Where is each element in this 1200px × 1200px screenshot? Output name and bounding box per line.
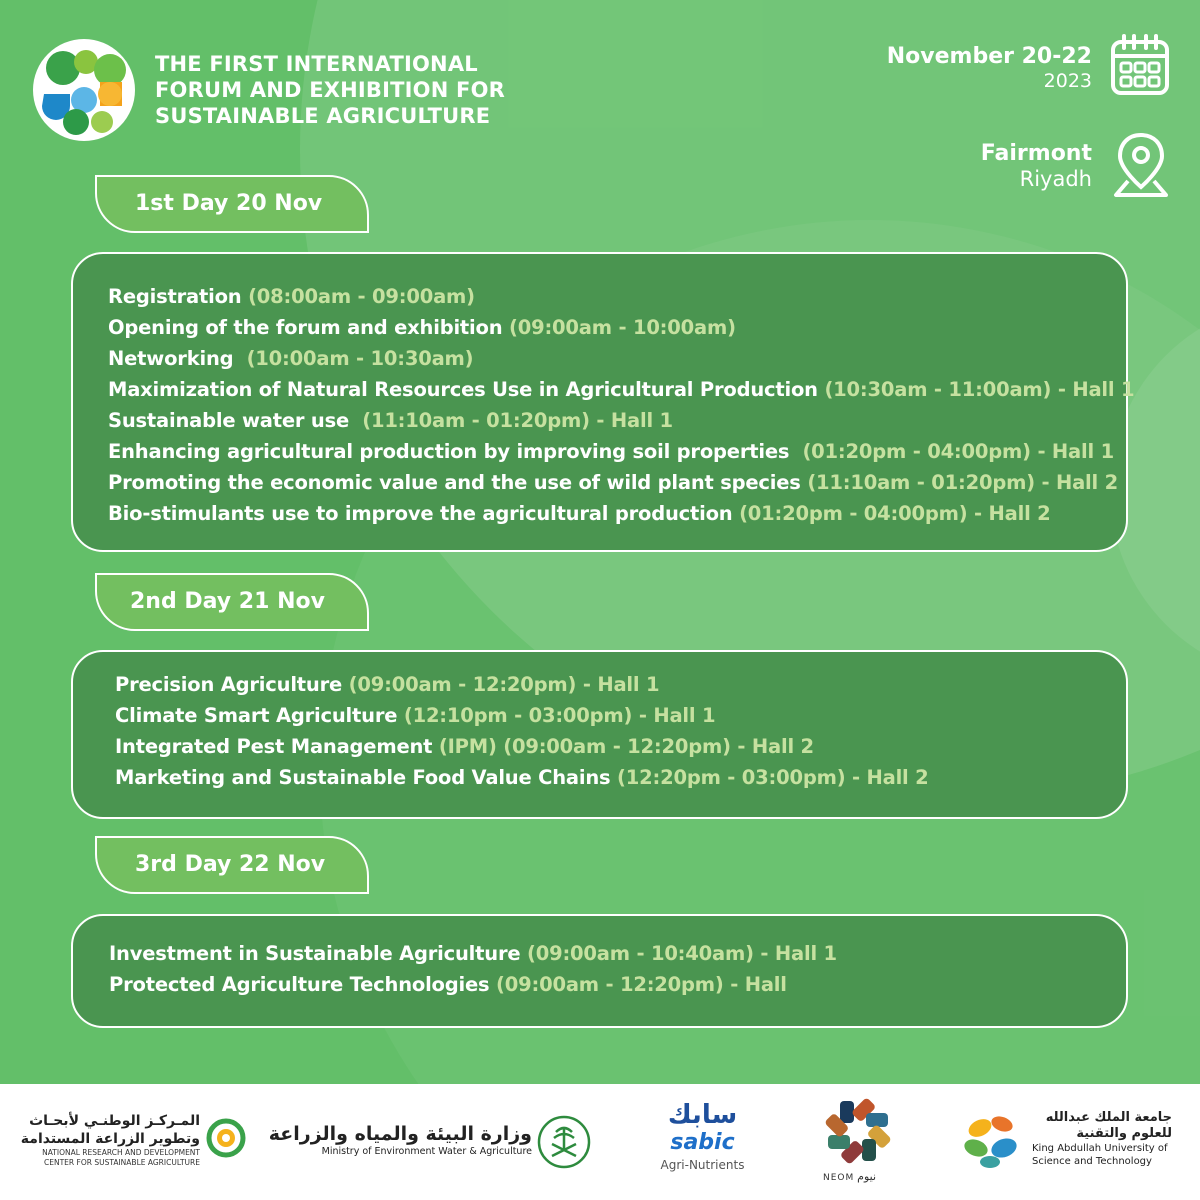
- mewa-arabic-name: وزارة البيئة والمياه والزراعة: [268, 1123, 532, 1145]
- session-time: (09:00am - 10:40am) - Hall 1: [527, 942, 837, 965]
- title-line: SUSTAINABLE AGRICULTURE: [155, 104, 491, 128]
- session-item: [115, 700, 1126, 731]
- session-name: Promoting the economic value and the use of wild plant species: [108, 471, 801, 494]
- session-time: (12:20pm - 03:00pm) - Hall 2: [617, 766, 929, 789]
- session-name: Integrated Pest Management: [115, 735, 433, 758]
- session-name: Registration: [108, 285, 242, 308]
- session-item: [108, 343, 1126, 374]
- session-time: (01:20pm - 04:00pm) - Hall 2: [739, 502, 1051, 525]
- neom-logo-icon: [825, 1098, 891, 1164]
- session-name: Climate Smart Agriculture: [115, 704, 398, 727]
- event-date: [887, 44, 1092, 92]
- session-item: [108, 467, 1126, 498]
- session-time: (09:00am - 12:20pm) - Hall: [496, 973, 787, 996]
- session-name: Enhancing agricultural production by improving soil properties: [108, 440, 790, 463]
- session-item: [108, 374, 1135, 405]
- session-name: Maximization of Natural Resources Use in Agricultural Production: [108, 378, 818, 401]
- calendar-icon: [1110, 34, 1170, 96]
- session-item: [115, 669, 1126, 700]
- session-item: [109, 938, 1126, 969]
- nrdc-english-line: CENTER FOR SUSTAINABLE AGRICULTURE: [44, 1158, 200, 1167]
- venue-city: Riyadh: [1019, 167, 1092, 191]
- day-3-sessions: [71, 914, 1128, 1028]
- session-item: [108, 498, 1126, 529]
- kaust-arabic-line: للعلوم والتقنية: [1076, 1126, 1172, 1141]
- sabic-subtitle: Agri-Nutrients: [660, 1158, 745, 1172]
- sponsor-sabic: [650, 1084, 760, 1200]
- day-1-sessions: [71, 252, 1135, 552]
- nrdc-logo-icon: [206, 1114, 246, 1162]
- session-time: (10:30am - 11:00am) - Hall 1: [824, 378, 1135, 401]
- session-time: (08:00am - 09:00am): [248, 285, 475, 308]
- neom-english-name: NEOM: [823, 1173, 855, 1183]
- mewa-emblem-icon: [536, 1114, 592, 1170]
- session-name: Protected Agriculture Technologies: [109, 973, 490, 996]
- session-name: Investment in Sustainable Agriculture: [109, 942, 521, 965]
- title-line: FORUM AND EXHIBITION FOR: [155, 78, 505, 102]
- session-item: [115, 731, 1126, 762]
- event-venue: [981, 141, 1092, 191]
- day-tab-2: 2nd Day 21 Nov: [95, 573, 369, 631]
- location-pin-icon: [1112, 131, 1170, 201]
- session-name: Precision Agriculture: [115, 673, 343, 696]
- nrdc-english-line: NATIONAL RESEARCH AND DEVELOPMENT: [42, 1148, 200, 1157]
- kaust-arabic-line: جامعة الملك عبدالله: [1045, 1110, 1172, 1125]
- day-tab-1: 1st Day 20 Nov: [95, 175, 369, 233]
- session-time: (11:10am - 01:20pm) - Hall 1: [362, 409, 673, 432]
- session-item: [115, 762, 1126, 793]
- session-time: (09:00am - 12:20pm) - Hall 1: [348, 673, 660, 696]
- session-item: [108, 436, 1126, 467]
- forum-title: [155, 51, 505, 129]
- neom-arabic-name: نيوم: [857, 1170, 877, 1183]
- session-name: Opening of the forum and exhibition: [108, 316, 503, 339]
- session-name: Networking: [108, 347, 234, 370]
- session-time: (01:20pm - 04:00pm) - Hall 1: [802, 440, 1114, 463]
- session-item: [108, 405, 1126, 436]
- sponsor-nrdc: [20, 1084, 243, 1200]
- sponsor-neom: [815, 1084, 905, 1200]
- title-line: THE FIRST INTERNATIONAL: [155, 52, 478, 76]
- sabic-logo: sabic: [670, 1130, 735, 1155]
- kaust-english-line: Science and Technology: [1032, 1156, 1152, 1167]
- session-item: [109, 969, 1126, 1000]
- venue-name: Fairmont: [980, 141, 1092, 166]
- session-time: (IPM) (09:00am - 12:20pm) - Hall 2: [438, 735, 814, 758]
- session-item: [108, 312, 1126, 343]
- nrdc-arabic-line: المـركـز الوطنـي لأبحـاث: [29, 1113, 200, 1129]
- mewa-english-name: Ministry of Environment Water & Agriculture: [321, 1146, 532, 1157]
- session-name: Sustainable water use: [108, 409, 350, 432]
- sponsor-kaust: [960, 1084, 1180, 1200]
- forum-logo-icon: [32, 38, 136, 142]
- kaust-logo-icon: [960, 1108, 1026, 1170]
- nrdc-arabic-line: وتطوير الزراعة المستدامة: [20, 1131, 200, 1147]
- date-range: November 20-22: [886, 44, 1092, 69]
- sponsor-mewa: [268, 1084, 596, 1200]
- sabic-arabic-name: سابك: [667, 1100, 738, 1130]
- kaust-english-line: King Abdullah University of: [1032, 1143, 1168, 1154]
- session-time: (10:00am - 10:30am): [246, 347, 474, 370]
- date-year: 2023: [1043, 70, 1092, 92]
- session-time: (11:10am - 01:20pm) - Hall 2: [807, 471, 1118, 494]
- sponsors-footer: [0, 1084, 1200, 1200]
- session-name: Marketing and Sustainable Food Value Chains: [115, 766, 611, 789]
- day-tab-3: 3rd Day 22 Nov: [95, 836, 369, 894]
- session-time: (12:10pm - 03:00pm) - Hall 1: [403, 704, 716, 727]
- session-name: Bio-stimulants use to improve the agricultural production: [108, 502, 733, 525]
- day-2-sessions: [71, 650, 1128, 819]
- session-time: (09:00am - 10:00am): [509, 316, 736, 339]
- session-item: [108, 281, 1126, 312]
